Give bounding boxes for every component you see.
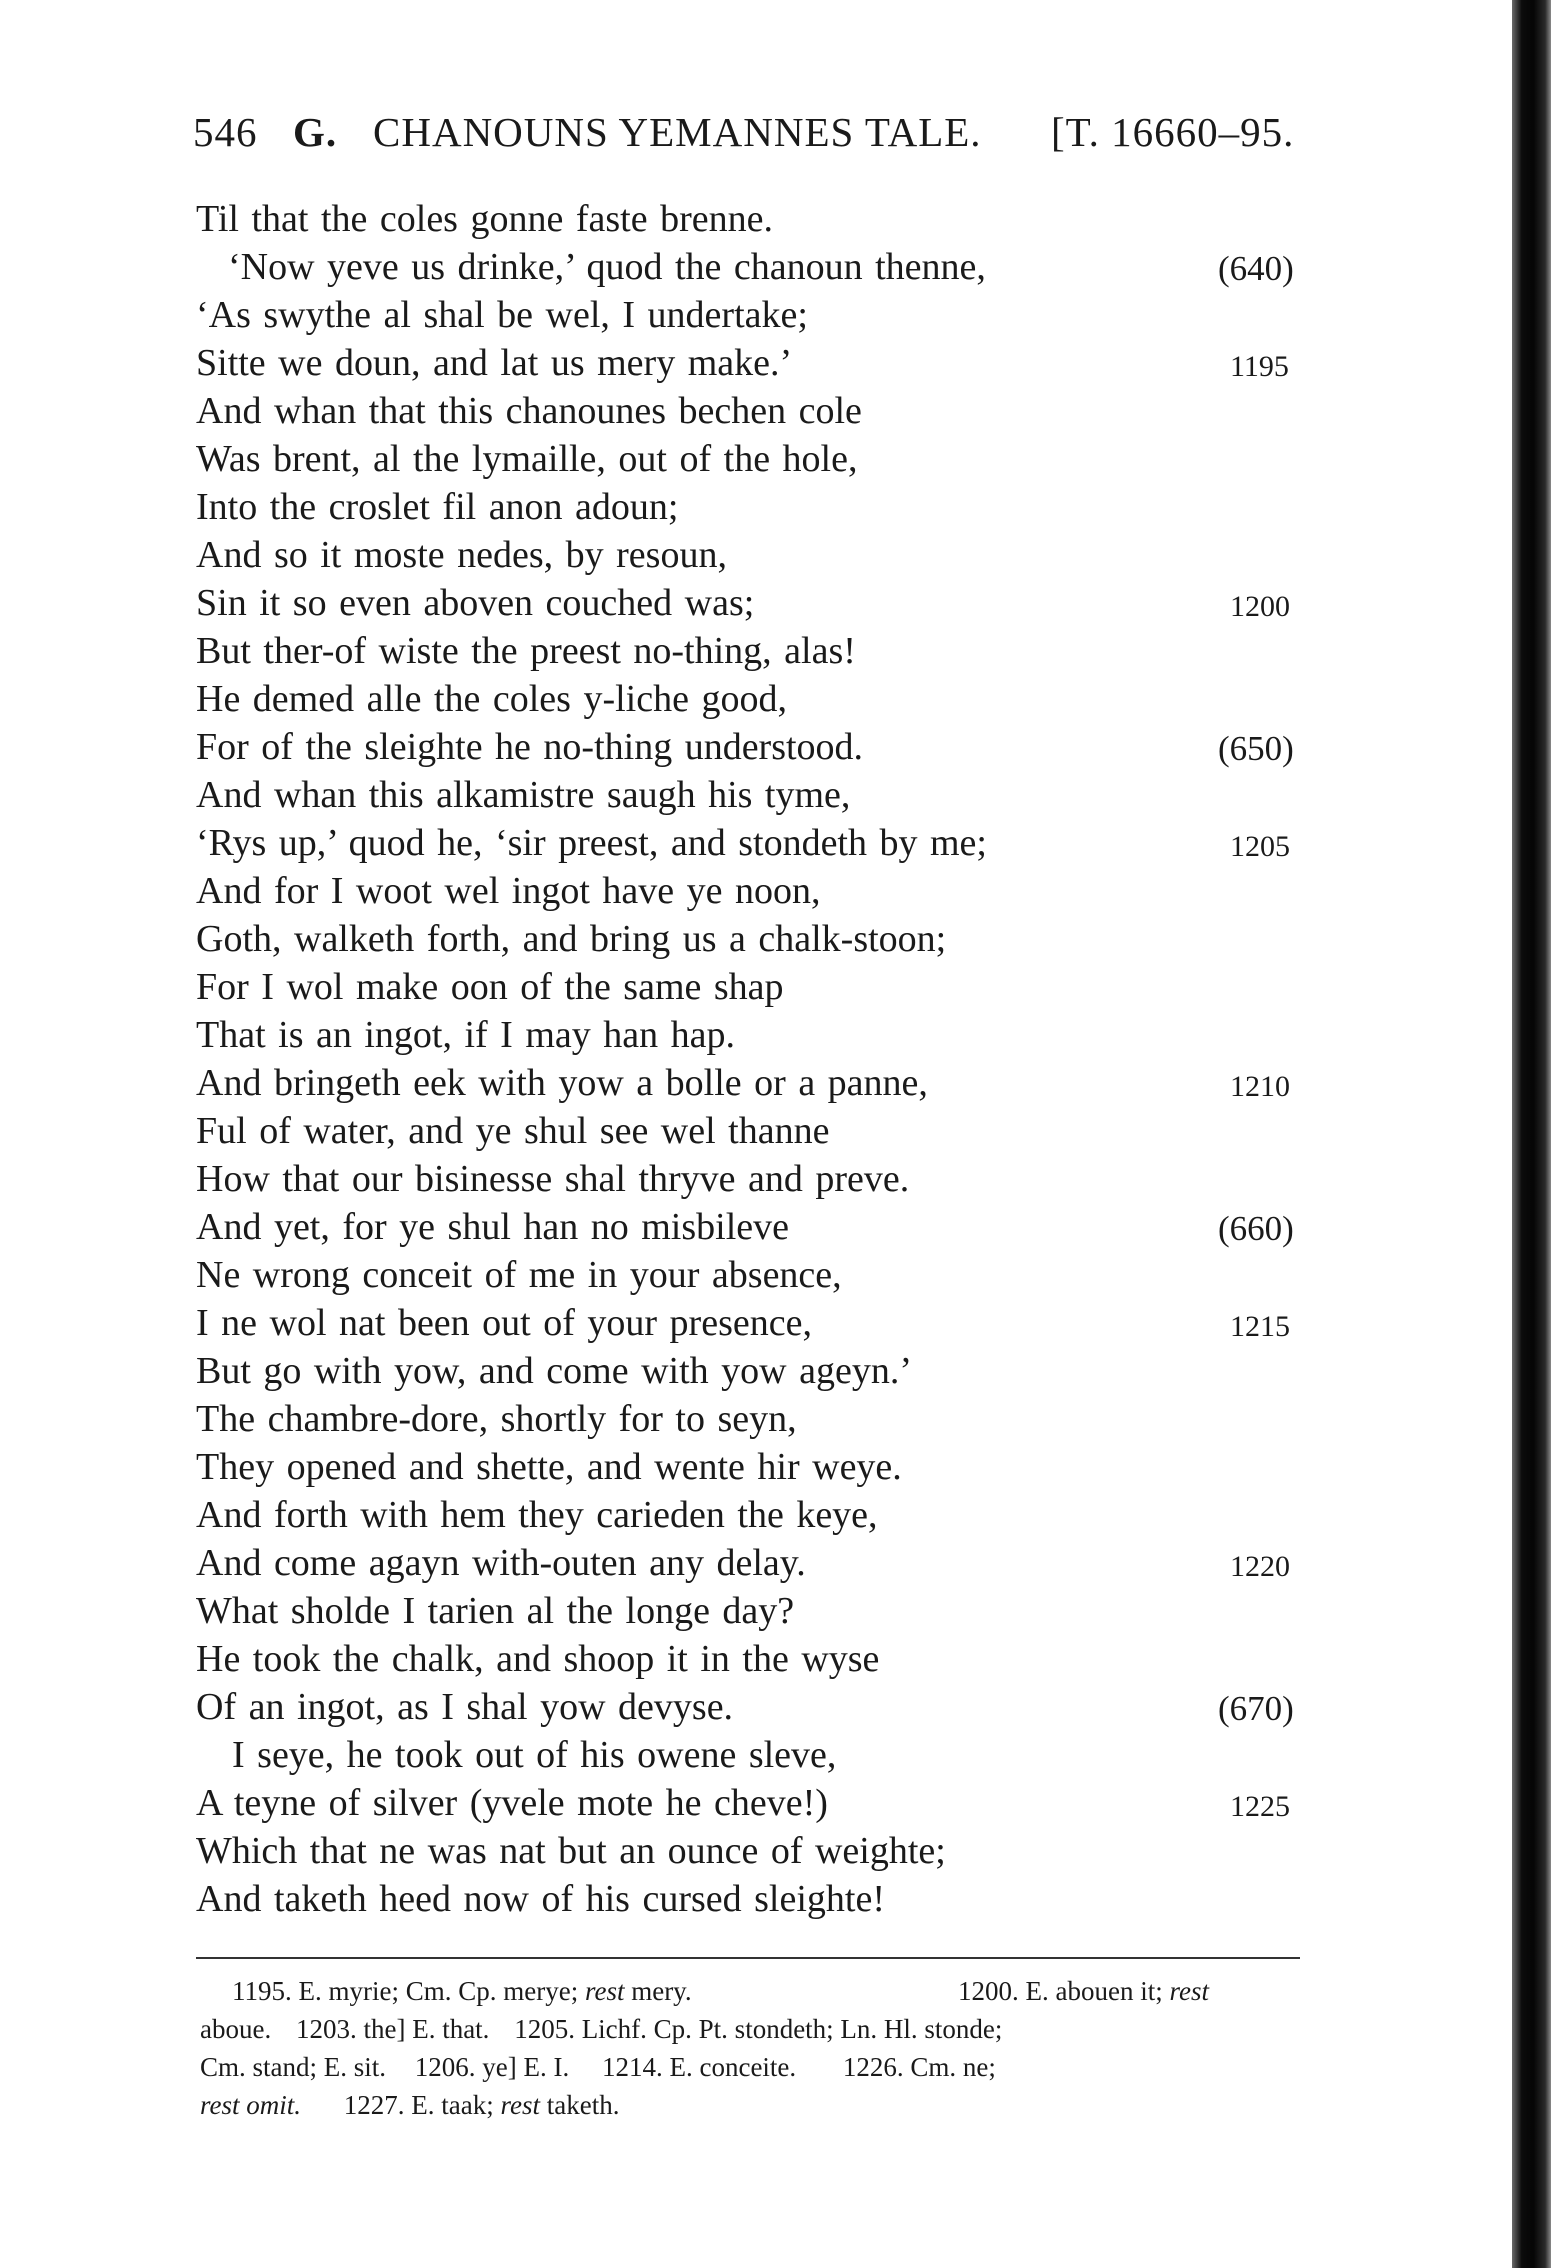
footnote-1214: 1214. E. conceite.: [601, 2052, 797, 2082]
verse-line: ‘As swythe al shal be wel, I undertake;: [196, 294, 808, 336]
verse-line: Goth, walketh forth, and bring us a chalk-stoon;: [196, 918, 947, 960]
footnote-text: taketh.: [546, 2090, 620, 2120]
verse-line: Sin it so even aboven couched was;: [196, 582, 755, 624]
line-number: 1205: [1230, 830, 1290, 863]
verse-line: What sholde I tarien al the longe day?: [196, 1590, 795, 1632]
verse-line: And so it moste nedes, by resoun,: [196, 534, 727, 576]
footnote-1203: 1203. the] E. that.: [295, 2014, 490, 2044]
footnote-text: aboue.: [200, 2014, 272, 2044]
verse-line: For I wol make oon of the same shap: [196, 966, 784, 1008]
footnote-rest: rest: [584, 1976, 625, 2006]
verse-line: Ful of water, and ye shul see wel thanne: [196, 1110, 830, 1152]
section-letter: G.: [293, 109, 338, 155]
footnote-text: Cm. stand; E. sit.: [200, 2052, 387, 2082]
verse-line: ‘Now yeve us drinke,’ quod the chanoun thenne,: [228, 246, 986, 288]
verse-line: He demed alle the coles y-liche good,: [196, 678, 787, 720]
line-number: 1225: [1230, 1790, 1290, 1823]
verse-line: For of the sleighte he no-thing understood.: [196, 726, 864, 768]
footnote-line: [232, 1972, 692, 2010]
footnote-1227: 1227. E. taak;: [343, 2090, 494, 2120]
line-number: 1210: [1230, 1070, 1290, 1103]
verse-line: How that our bisinesse shal thryve and preve.: [196, 1158, 910, 1200]
verse-line: Ne wrong conceit of me in your absence,: [196, 1254, 842, 1296]
page-title: CHANOUNS YEMANNES TALE.: [373, 109, 982, 155]
verse-line: But ther-of wiste the preest no-thing, alas!: [196, 630, 856, 672]
footnote-rest: rest omit.: [200, 2090, 301, 2120]
verse-line: Sitte we doun, and lat us mery make.’: [196, 342, 793, 384]
verse-line: A teyne of silver (yvele mote he cheve!): [196, 1782, 828, 1824]
verse-line: Into the croslet fil anon adoun;: [196, 486, 679, 528]
verse-line: And for I woot wel ingot have ye noon,: [196, 870, 821, 912]
original-line-number: (640): [1218, 249, 1294, 288]
original-line-number: (650): [1218, 729, 1294, 768]
footnote-line: [200, 2010, 1002, 2048]
footnote-text: mery.: [631, 1976, 692, 2006]
scan-edge-shadow: [1512, 0, 1551, 2268]
verse-line: He took the chalk, and shoop it in the wyse: [196, 1638, 880, 1680]
verse-line: And whan that this chanounes bechen cole: [196, 390, 862, 432]
footnote-1200: 1200. E. abouen it;: [958, 1976, 1163, 2006]
footnote-line: [200, 2048, 996, 2086]
verse-line: Of an ingot, as I shal yow devyse.: [196, 1686, 734, 1728]
original-line-number: (660): [1218, 1209, 1294, 1248]
line-number: 1215: [1230, 1310, 1290, 1343]
verse-line: And come agayn with-outen any delay.: [196, 1542, 806, 1584]
verse-line: ‘Rys up,’ quod he, ‘sir preest, and stondeth by me;: [196, 822, 987, 864]
verse-line: I ne wol nat been out of your presence,: [196, 1302, 812, 1344]
verse-line: And bringeth eek with yow a bolle or a panne,: [196, 1062, 928, 1104]
verse-line: And whan this alkamistre saugh his tyme,: [196, 774, 851, 816]
footnote-line: [958, 1972, 1209, 2010]
verse-line: And yet, for ye shul han no misbileve: [196, 1206, 790, 1248]
line-number: 1195: [1230, 350, 1289, 383]
footnote-rest: rest: [1169, 1976, 1209, 2006]
verse-line: Til that the coles gonne faste brenne.: [196, 198, 773, 240]
footnote-line: [200, 2086, 619, 2124]
original-line-number: (670): [1218, 1689, 1294, 1728]
verse-line: The chambre-dore, shortly for to seyn,: [196, 1398, 797, 1440]
line-number: 1220: [1230, 1550, 1290, 1583]
footnote-1206: 1206. ye] E. I.: [414, 2052, 570, 2082]
verse-line: And taketh heed now of his cursed sleighte!: [196, 1878, 885, 1920]
verse-line: Which that ne was nat but an ounce of weighte;: [196, 1830, 946, 1872]
footnote-rest: rest: [500, 2090, 540, 2120]
page-number: 546: [193, 109, 258, 155]
running-header: [193, 108, 1293, 158]
footnote-1226: 1226. Cm. ne;: [842, 2052, 996, 2082]
verse-line: Was brent, al the lymaille, out of the hole,: [196, 438, 858, 480]
verse-line: But go with yow, and come with yow ageyn.’: [196, 1350, 912, 1392]
verse-line: They opened and shette, and wente hir weye.: [196, 1446, 902, 1488]
verse-line: And forth with hem they carieden the keye,: [196, 1494, 878, 1536]
footnote-1205: 1205. Lichf. Cp. Pt. stondeth; Ln. Hl. stonde;: [514, 2014, 1003, 2044]
verse-line: I seye, he took out of his owene sleve,: [232, 1734, 837, 1776]
footnote-1195: 1195. E. myrie; Cm. Cp. merye;: [232, 1976, 579, 2006]
verse-line: That is an ingot, if I may han hap.: [196, 1014, 735, 1056]
footnote-rule: [196, 1957, 1300, 1959]
tyrwhitt-reference: [T. 16660–95.: [1051, 109, 1295, 155]
line-number: 1200: [1230, 590, 1290, 623]
